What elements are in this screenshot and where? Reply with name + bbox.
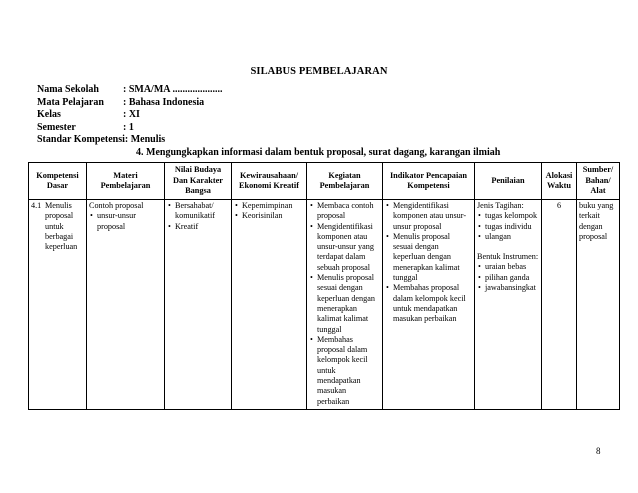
- page-number: 8: [596, 446, 601, 456]
- standar-detail-row: [37, 147, 500, 160]
- meta-value: : XI: [123, 109, 140, 120]
- syllabus-table: [28, 162, 620, 410]
- cell-kompetensi-dasar: [29, 200, 87, 410]
- jenis-item: • tugas kelompok: [477, 211, 539, 221]
- header-penilaian: Penilaian: [475, 163, 542, 200]
- kegiatan-item: • Mengidentifikasi komponen atau unsur-unsur yang terdapat dalam sebuah proposal: [309, 222, 380, 273]
- jenis-tagihan-label: Jenis Tagihan:: [477, 201, 524, 210]
- cell-materi: [87, 200, 165, 410]
- header-materi: Materi Pembelajaran: [87, 163, 165, 200]
- meta-row: [37, 122, 500, 135]
- header-indikator: Indikator Pencapaian Kompetensi: [383, 163, 475, 200]
- cell-penilaian: [475, 200, 542, 410]
- jenis-item: • ulangan: [477, 232, 539, 242]
- materi-item: • unsur-unsur proposal: [89, 211, 162, 232]
- bentuk-instrumen-label: Bentuk Instrumen:: [477, 252, 539, 262]
- kegiatan-item: • Menulis proposal sesuai dengan keperluan dengan menerapkan kalimat kalimat tunggal: [309, 273, 380, 335]
- nilai-item: • Bersahabat/ komunikatif: [167, 201, 229, 222]
- meta-row: [37, 97, 500, 110]
- kd-number: 4.1: [31, 201, 42, 210]
- document-title: SILABUS PEMBELAJARAN: [250, 66, 388, 77]
- syllabus-meta: [37, 84, 500, 159]
- bentuk-item: • uraian bebas: [477, 262, 539, 272]
- nilai-item: • Kreatif: [167, 222, 229, 232]
- meta-label: Semester: [37, 121, 76, 133]
- cell-sumber: buku yang terkait dengan proposal: [577, 200, 620, 410]
- kewirausahaan-item: • Kepemimpinan: [234, 201, 304, 211]
- bentuk-item: • pilihan ganda: [477, 273, 539, 283]
- indikator-item: • Mengidentifikasi komponen atau unsur-unsur proposal: [385, 201, 472, 232]
- standar-label: Standar Kompetensi: [37, 134, 125, 145]
- kegiatan-item: • Membaca contoh proposal: [309, 201, 380, 222]
- meta-row: [37, 109, 500, 122]
- kd-text: Menulis proposal untuk berbagai keperluan: [45, 201, 78, 252]
- header-kompetensi-dasar: Kompetensi Dasar: [29, 163, 87, 200]
- meta-label: Mata Pelajaran: [37, 96, 104, 108]
- header-kegiatan: Kegiatan Pembelajaran: [307, 163, 383, 200]
- meta-value: : Bahasa Indonesia: [123, 96, 205, 108]
- cell-kegiatan: [307, 200, 383, 410]
- bentuk-item: • jawabansingkat: [477, 283, 539, 293]
- standar-value: : Menulis: [124, 134, 166, 145]
- meta-value: : SMA/MA ....................: [123, 84, 223, 95]
- meta-value: : 1: [123, 121, 134, 133]
- header-sumber: Sumber/ Bahan/ Alat: [577, 163, 620, 200]
- table-header-row: [29, 163, 620, 200]
- cell-alokasi: 6: [542, 200, 577, 410]
- indikator-item: • Menulis proposal sesuai dengan keperluan dengan menerapkan kalimat tunggal: [385, 232, 472, 283]
- cell-indikator: [383, 200, 475, 410]
- standar-kompetensi-row: [37, 134, 500, 147]
- jenis-item: • tugas individu: [477, 222, 539, 232]
- header-alokasi: Alokasi Waktu: [542, 163, 577, 200]
- header-kewirausahaan: Kewirausahaan/ Ekonomi Kreatif: [232, 163, 307, 200]
- indikator-item: • Membahas proposal dalam kelompok kecil untuk mendapatkan masukan perbaikan: [385, 283, 472, 324]
- header-nilai-budaya: Nilai Budaya Dan Karakter Bangsa: [165, 163, 232, 200]
- cell-kewirausahaan: [232, 200, 307, 410]
- meta-row: [37, 84, 500, 97]
- materi-text: Contoh proposal: [89, 201, 144, 210]
- cell-nilai-budaya: [165, 200, 232, 410]
- standar-detail: 4. Mengungkapkan informasi dalam bentuk proposal, surat dagang, karangan ilmiah: [136, 146, 501, 158]
- kewirausahaan-item: • Keorisinilan: [234, 211, 304, 221]
- meta-label: Nama Sekolah: [37, 84, 99, 95]
- kegiatan-item: • Membahas proposal dalam kelompok kecil untuk mendapatkan masukan perbaikan: [309, 335, 380, 407]
- meta-label: Kelas: [37, 109, 61, 120]
- table-row: [29, 200, 620, 410]
